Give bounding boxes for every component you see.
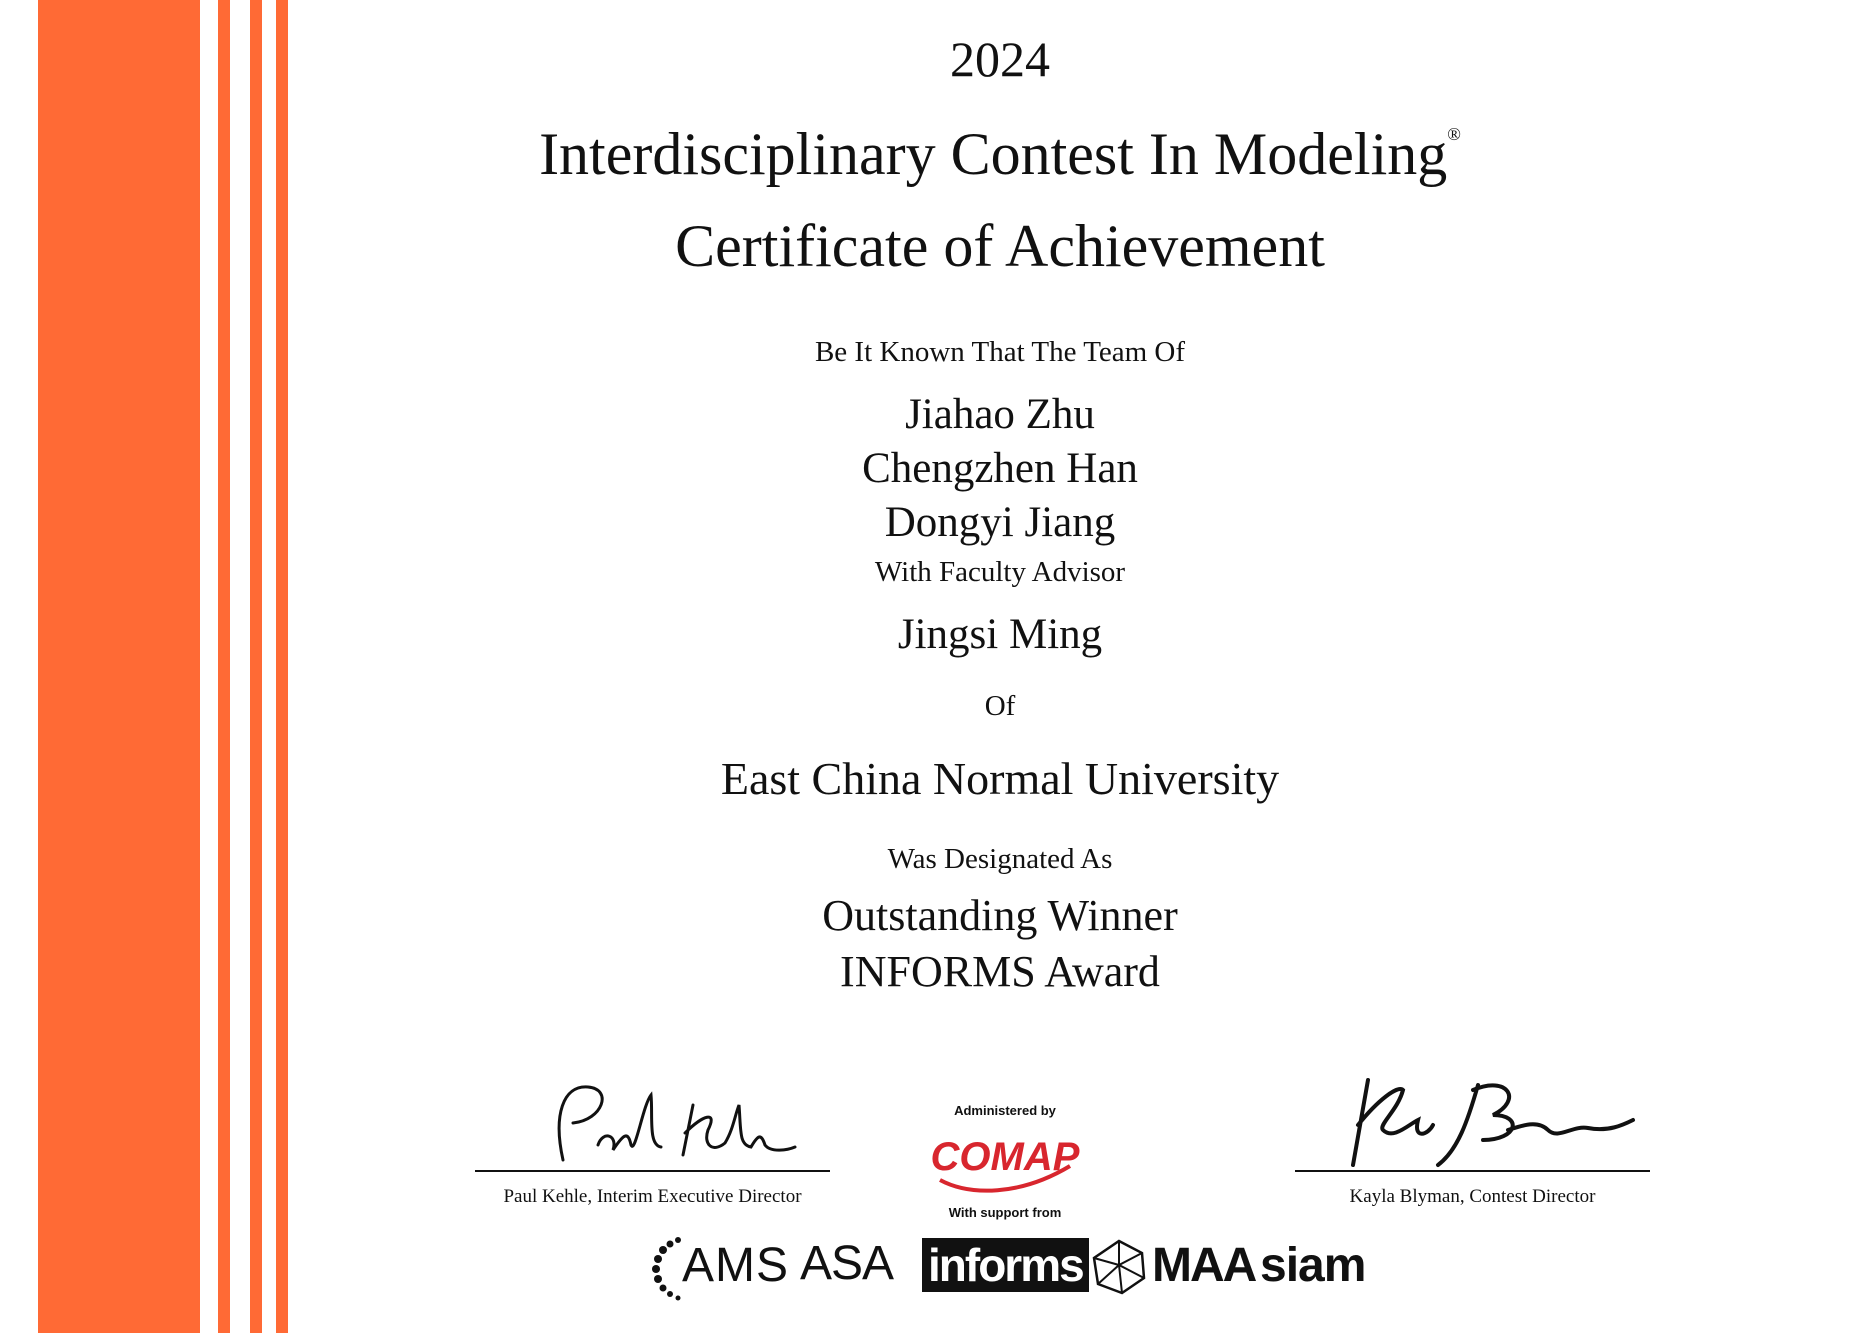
comap-logo-text: COMAP — [930, 1135, 1080, 1179]
certificate-title: Certificate of Achievement — [675, 213, 1325, 279]
designation-label: Was Designated As — [887, 843, 1113, 875]
contest-name-text: Interdisciplinary Contest In Modeling — [539, 121, 1448, 187]
border-stripe-thin — [276, 0, 288, 1333]
maa-logo — [1090, 1232, 1265, 1304]
maa-logo-text: MAA — [1152, 1239, 1256, 1292]
sponsor-logos — [650, 1232, 1410, 1304]
designation: Outstanding Winner — [822, 891, 1178, 940]
signature-graphic — [1308, 1070, 1638, 1170]
team-member: Jiahao Zhu — [905, 391, 1095, 438]
border-stripe-main — [38, 0, 200, 1333]
maa-polyhedron-icon — [1090, 1238, 1148, 1296]
ams-logo-text: AMS — [682, 1239, 790, 1292]
of-label: Of — [984, 690, 1016, 722]
administered-by-label: Administered by — [954, 1103, 1056, 1118]
signature-line — [475, 1170, 830, 1172]
advisor-name: Jingsi Ming — [897, 611, 1103, 658]
signature-contest-director — [1295, 1070, 1650, 1208]
institution-name: East China Normal University — [720, 753, 1280, 804]
asa-logo — [800, 1232, 910, 1304]
team-member: Chengzhen Han — [862, 445, 1138, 492]
signature-caption: Kayla Blyman, Contest Director — [1349, 1186, 1596, 1207]
support-label: With support from — [948, 1205, 1062, 1220]
registered-mark: ® — [1447, 124, 1461, 144]
intro-text: Be It Known That The Team Of — [814, 336, 1186, 368]
siam-logo-text: siam — [1260, 1239, 1366, 1292]
informs-logo — [922, 1232, 1082, 1304]
signature-caption: Paul Kehle, Interim Executive Director — [503, 1186, 802, 1207]
contest-name — [400, 120, 1600, 189]
ams-dots-icon — [650, 1232, 684, 1304]
administrator-block — [915, 1103, 1095, 1220]
signature-executive-director — [475, 1075, 830, 1208]
team-member: Dongyi Jiang — [884, 499, 1116, 546]
siam-logo — [1260, 1232, 1410, 1304]
signature-graphic — [503, 1075, 803, 1170]
ams-logo — [650, 1232, 790, 1304]
award-name: INFORMS Award — [840, 947, 1160, 996]
comap-logo — [930, 1118, 1080, 1198]
signature-line — [1295, 1170, 1650, 1172]
border-stripe-thin — [250, 0, 262, 1333]
asa-logo-text: ASA — [800, 1237, 894, 1290]
informs-logo-text: informs — [922, 1238, 1089, 1292]
contest-year: 2024 — [950, 31, 1050, 87]
border-stripe-thin — [218, 0, 230, 1333]
advisor-label: With Faculty Advisor — [874, 556, 1126, 588]
